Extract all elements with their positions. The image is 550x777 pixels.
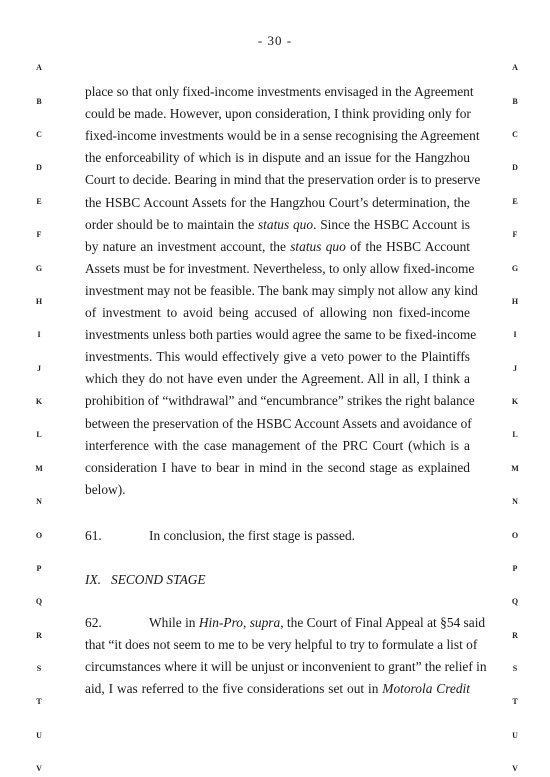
- body-line: [85, 682, 470, 695]
- margin-letter-left: Q: [35, 597, 43, 606]
- margin-letter-left: M: [35, 464, 43, 473]
- body-line: [85, 637, 478, 652]
- margin-letter-right: C: [512, 130, 518, 139]
- margin-letter-left: R: [36, 631, 42, 640]
- text-segment: below).: [85, 481, 126, 497]
- body-line: [85, 218, 470, 231]
- text-segment: ,: [242, 615, 250, 630]
- body-line: [85, 107, 470, 120]
- section-heading-number: IX.: [85, 572, 101, 587]
- text-segment: consideration I have to bear in mind in the second stage as explained: [85, 459, 470, 475]
- margin-letter-right: T: [512, 697, 518, 706]
- margin-letter-left: P: [36, 564, 42, 573]
- margin-letter-right: Q: [511, 597, 519, 606]
- text-segment: . Since the HSBC Account is: [313, 216, 470, 232]
- margin-letter-left: U: [36, 731, 42, 740]
- margin-letter-left: E: [36, 197, 42, 206]
- italic-text: supra: [249, 615, 281, 630]
- body-line: [85, 439, 470, 452]
- text-segment: the HSBC Account Assets for the Hangzhou Court’s determination, the: [85, 194, 470, 210]
- body-line: [85, 372, 470, 385]
- margin-letter-right: D: [512, 163, 518, 172]
- margin-letter-left: D: [36, 163, 42, 172]
- text-segment: Assets must be for investment. Nevertheless, to only allow fixed-income: [85, 260, 475, 276]
- body-line: [85, 128, 480, 144]
- body-line: [85, 151, 470, 164]
- text-segment: investment may not be feasible. The bank may simply not allow any kind: [85, 282, 478, 298]
- text-segment: interference with the case management of the PRC Court (which is a: [85, 437, 470, 453]
- body-line: [149, 615, 486, 630]
- text-segment: that “it does not seem to me to be very helpful to try to formulate a list of: [85, 637, 478, 652]
- section-heading: [85, 573, 206, 586]
- margin-letter-right: V: [512, 764, 518, 773]
- italic-text: Hin-Pro: [198, 615, 243, 630]
- body-line: [85, 393, 475, 409]
- margin-letter-left: V: [36, 764, 42, 773]
- text-segment: of investment to avoid being accused of allowing non fixed-income: [85, 305, 470, 320]
- margin-letter-right: N: [512, 497, 518, 506]
- body-line: [85, 240, 470, 253]
- margin-letter-left: J: [37, 364, 41, 373]
- text-segment: fixed-income investments would be in a sense recognising the Agreement: [85, 128, 480, 144]
- margin-letter-right: L: [512, 430, 518, 439]
- margin-letter-right: U: [512, 731, 518, 740]
- margin-letter-right: S: [512, 664, 518, 673]
- margin-letter-right: E: [512, 197, 518, 206]
- text-segment: , the Court of Final Appeal at §54 said: [280, 615, 486, 630]
- text-segment: by nature an investment account, the: [85, 238, 291, 254]
- paragraph-62-number: 62.: [85, 615, 102, 630]
- margin-letter-right: R: [512, 631, 518, 640]
- margin-letter-left: K: [35, 397, 43, 406]
- margin-letter-left: B: [36, 97, 42, 106]
- margin-letter-right: B: [512, 97, 518, 106]
- text-segment: prohibition of “withdrawal” and “encumbrance” strikes the right balance: [85, 393, 475, 409]
- margin-letter-left: O: [35, 531, 43, 540]
- text-segment: could be made. However, upon consideration, I think providing only for: [85, 106, 471, 122]
- text-segment: While in: [149, 615, 199, 630]
- text-segment: which they do not have even under the Agreement. All in all, I think a: [85, 371, 470, 387]
- body-line: [85, 306, 470, 319]
- italic-text: status quo: [257, 216, 314, 232]
- body-line: [85, 461, 470, 474]
- margin-letter-right: K: [511, 397, 519, 406]
- margin-letter-right: H: [511, 297, 519, 306]
- margin-letter-left: G: [35, 264, 43, 273]
- body-line: [85, 84, 474, 99]
- margin-letter-right: G: [511, 264, 519, 273]
- margin-letter-left: S: [36, 664, 42, 673]
- margin-letter-right: O: [511, 531, 519, 540]
- text-segment: investments. This would effectively give a veto power to the Plaintiffs: [85, 349, 470, 365]
- margin-letter-left: I: [37, 330, 41, 339]
- section-heading-title: SECOND STAGE: [111, 572, 206, 587]
- body-line: [85, 350, 470, 363]
- text-segment: circumstances where it will be unjust or inconvenient to grant” the relief in: [85, 659, 487, 674]
- text-segment: place so that only fixed-income investments envisaged in the Agreement: [85, 84, 474, 99]
- margin-letter-right: A: [512, 63, 518, 72]
- text-segment: aid, I was referred to the five considerations set out in: [85, 681, 383, 696]
- text-segment: Court to decide. Bearing in mind that the preservation order is to preserve: [85, 172, 481, 188]
- margin-letter-left: F: [36, 230, 42, 239]
- margin-letter-left: T: [36, 697, 42, 706]
- margin-letter-left: C: [36, 130, 42, 139]
- text-segment: order should be to maintain the: [85, 216, 258, 232]
- italic-text: Motorola Credit: [382, 681, 470, 696]
- body-line: [85, 327, 477, 343]
- text-segment: investments unless both parties would agree the same to be fixed-income: [85, 327, 477, 343]
- text-segment: between the preservation of the HSBC Account Assets and avoidance of: [85, 415, 472, 431]
- body-line: [85, 417, 470, 430]
- paragraph-61-text: In conclusion, the first stage is passed.: [149, 528, 356, 543]
- margin-letter-left: H: [35, 297, 43, 306]
- body-line: [85, 282, 478, 298]
- body-line: [85, 659, 487, 674]
- margin-letter-left: N: [36, 497, 42, 506]
- page-number: - 30 -: [257, 33, 293, 48]
- body-line: [85, 483, 470, 496]
- body-line: [85, 172, 481, 188]
- text-segment: the enforceability of which is in dispute and an issue for the Hangzhou: [85, 150, 470, 166]
- italic-text: status quo: [290, 238, 346, 254]
- text-segment: of the HSBC Account: [345, 238, 470, 254]
- body-line: [85, 196, 470, 209]
- margin-letter-right: P: [512, 564, 518, 573]
- margin-letter-right: M: [511, 464, 519, 473]
- margin-letter-right: F: [512, 230, 518, 239]
- body-line: [85, 260, 475, 276]
- paragraph-61-number: 61.: [85, 528, 102, 543]
- margin-letter-right: I: [513, 330, 517, 339]
- margin-letter-left: L: [36, 430, 42, 439]
- margin-letter-left: A: [36, 63, 42, 72]
- margin-letter-right: J: [513, 364, 517, 373]
